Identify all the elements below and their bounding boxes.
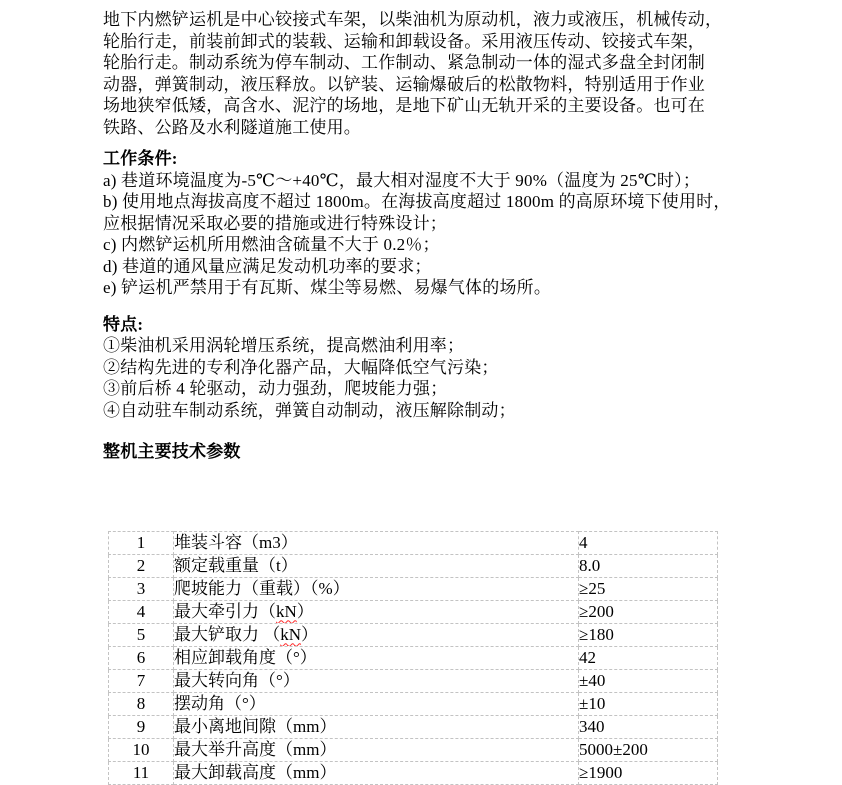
row-number: 1 [109,531,174,554]
param-name-text: ） [296,601,314,621]
work-condition-item: c) 内燃铲运机所用燃油含硫量不大于 0.2％； [103,235,440,254]
work-condition-item: d) 巷道的通风量应满足发动机功率的要求； [103,256,432,276]
param-value: 340 [579,715,718,738]
param-value: 42 [579,646,718,669]
param-name: 摆动角（°） [174,692,579,715]
params-title: 整机主要技术参数 [103,442,241,461]
row-number: 11 [109,761,174,784]
table-row [109,715,718,738]
param-name: 最大卸载高度（mm） [174,761,579,784]
row-number: 9 [109,715,174,738]
spellcheck-underline: kN [276,601,297,621]
table-row [109,554,718,577]
intro-line: 铁路、公路及水利隧道施工使用。 [103,117,361,137]
row-number: 3 [109,577,174,600]
table-row [109,577,718,600]
param-value: ≥180 [579,623,718,646]
param-value: 5000±200 [579,738,718,761]
param-name: 最大转向角（°） [174,669,579,692]
param-name: 爬坡能力（重载）（%） [174,577,579,600]
param-value: ≥200 [579,600,718,623]
table-row [109,669,718,692]
row-number: 7 [109,669,174,692]
param-name: 最大举升高度（mm） [174,738,579,761]
table-row [109,692,718,715]
table-row [109,646,718,669]
intro-line: 地下内燃铲运机是中心铰接式车架，以柴油机为原动机，液力或液压，机械传动， [103,10,723,29]
spellcheck-underline: kN [280,624,302,644]
work-condition-item: b) 使用地点海拔高度不超过 1800m。在海拔高度超过 1800m 的高原环境下使用时， [103,192,731,211]
row-number: 2 [109,554,174,577]
work-condition-item: e) 铲运机严禁用于有瓦斯、煤尘等易燃、易爆气体的场所。 [103,278,552,297]
row-number: 6 [109,646,174,669]
table-row [109,623,718,646]
intro-line: 轮胎行走，前装前卸式的装载、运输和卸载设备。采用液压传动、铰接式车架， [103,31,705,51]
intro-line: 动器，弹簧制动，液压释放。以铲装、运输爆破后的松散物料，特别适用于作业 [103,74,705,94]
param-name-text: ） [301,624,319,644]
param-value: 4 [579,531,718,554]
param-name: 堆装斗容（m3） [174,531,579,554]
table-row [109,531,718,554]
param-name-text: 最大牵引力（ [174,601,276,621]
intro-line: 轮胎行走。制动系统为停车制动、工作制动、紧急制动一体的湿式多盘全封闭制 [103,53,705,72]
features-heading: 特点: [103,314,144,334]
feature-item: ④自动驻车制动系统，弹簧自动制动，液压解除制动； [103,400,516,420]
row-number: 10 [109,738,174,761]
intro-line: 场地狭窄低矮，高含水、泥泞的场地，是地下矿山无轨开采的主要设备。也可在 [103,96,705,115]
param-value: ±40 [579,669,718,692]
feature-item: ①柴油机采用涡轮增压系统，提高燃油利用率； [103,336,465,355]
param-name-text: 最大铲取力 （ [174,624,281,644]
param-name [174,623,579,646]
param-value: ≥25 [579,577,718,600]
work-conditions-heading: 工作条件: [103,149,178,168]
work-condition-item: 应根据情况采取必要的措施或进行特殊设计； [103,213,447,233]
work-conditions-section [103,148,763,299]
param-name: 额定载重量（t） [174,554,579,577]
param-value: ≥1900 [579,761,718,784]
table-row [109,738,718,761]
technical-parameters-table [108,531,718,785]
param-name: 最小离地间隙（mm） [174,715,579,738]
work-condition-item: a) 巷道环境温度为-5℃～+40℃，最大相对湿度不大于 90%（温度为 25℃时）； [103,170,701,190]
features-section [103,314,763,422]
row-number: 5 [109,623,174,646]
intro-paragraph [103,9,763,138]
feature-item: ②结构先进的专利净化器产品，大幅降低空气污染； [103,357,499,377]
param-value: 8.0 [579,554,718,577]
table-row [109,600,718,623]
row-number: 8 [109,692,174,715]
feature-item: ③前后桥 4 轮驱动，动力强劲，爬坡能力强； [103,379,448,398]
param-name: 相应卸载角度（°） [174,646,579,669]
param-value: ±10 [579,692,718,715]
param-name [174,600,579,623]
table-row [109,761,718,784]
row-number: 4 [109,600,174,623]
